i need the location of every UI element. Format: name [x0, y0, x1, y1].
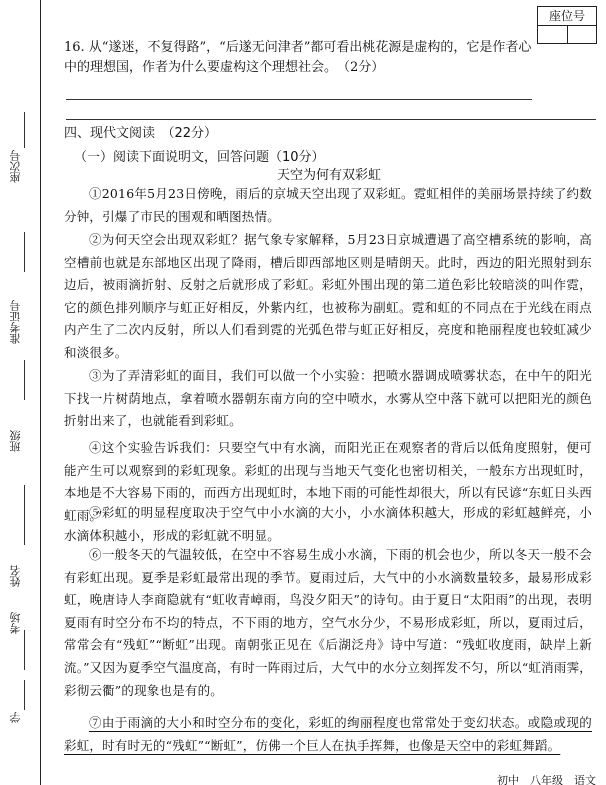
- exam-room-label: 考场: [9, 612, 22, 634]
- binding-line: [40, 0, 41, 785]
- admission-number-label: 准考证号: [9, 300, 22, 344]
- answer-line[interactable]: [66, 99, 532, 100]
- exam-room-blank: [24, 630, 25, 670]
- class-blank: [24, 360, 25, 400]
- seat-number-label: 座次号: [9, 150, 22, 183]
- article-paragraph: ①2016年5月23日傍晚，雨后的京城天空出现了双彩虹。霓虹相伴的美丽场景持续了约数分钟，引爆了市民的围观和晒图热情。: [64, 186, 592, 224]
- article-paragraph: ③为了弄清彩虹的面目，我们可以做一个小实验：把喷水器调成喷雾状态，在中午的阳光下找一片树荫地点，拿着喷水器朝东南方向的空中喷水，水雾从空中落下就可以把阳光的颜色折射出来了，也就能看到彩虹。: [64, 368, 592, 429]
- article-paragraph: ⑤彩虹的明显程度取决于空气中小水滴的大小，小水滴体积越大，形成的彩虹越鲜亮，小水滴体积越小，形成的彩虹就不明显。: [64, 505, 592, 543]
- name-label: 姓名: [9, 565, 22, 587]
- seat-number-box-label: 座位号: [538, 7, 596, 26]
- subsection-title: （一）阅读下面说明文，回答问题（10分）: [74, 150, 325, 165]
- article-title: 天空为何有双彩虹: [276, 168, 381, 183]
- name-blank: [24, 485, 25, 545]
- admission-number-blank: [24, 232, 25, 272]
- answer-line[interactable]: [66, 119, 596, 120]
- class-label: 班级: [9, 430, 22, 452]
- seat-number-cell[interactable]: [568, 26, 597, 44]
- article-paragraph: ⑦由于雨滴的大小和时空分布的变化，彩虹的绚丽程度也常常处于变幻状态。或隐或现的彩虹，时有时无的“残虹”“断虹”，仿佛一个巨人在执手挥舞，也像是天空中的彩虹舞蹈。: [64, 715, 592, 753]
- question-16: 16. 从“遂迷，不复得路”，“后遂无问津者”都可看出桃花源是虚构的，它是作者心中的理想国，作者为什么要虚构这个理想社会。 （2分）: [64, 40, 532, 75]
- seat-number-box-cells: [538, 26, 596, 44]
- seat-number-blank: [24, 112, 25, 148]
- binding-margin: [0, 0, 48, 785]
- school-blank: [24, 680, 25, 710]
- article-paragraph: ④这个实验告诉我们：只要空气中有水滴，而阳光正在观察者的背后以低角度照射，便可能产生可以观察到的彩虹现象。彩虹的出现与当地天气变化也密切相关，一般东方出现虹时，本地是不大容易下雨的，而西方出现虹时，本地下雨的可能性却很大，所以有民谚“东虹日头西虹雨。”: [64, 440, 592, 523]
- article-paragraph: ②为何天空会出现双彩虹？据气象专家解释，5月23日京城遭遇了高空槽系统的影响，高空槽前也就是东部地区出现了降雨，槽后即西部地区则是晴朗天。此时，西边的阳光照射到东边后，被雨滴折射、反射之后就形成了彩虹。彩虹外围出现的第二道色彩比较暗淡的叫作霓，它的颜色排列顺序与虹正好相反，外紫内红，也被称为副虹。霓和虹的不同点在于光线在雨点内产生了二次内反射，所以人们看到霓的光弧色带与虹正好相反，亮度和艳丽程度也较虹减少和淡很多。: [64, 232, 592, 360]
- article-paragraph: ⑥一般冬天的气温较低，在空中不容易生成小水滴，下雨的机会也少，所以冬天一般不会有彩虹出现。夏季是彩虹最常出现的季节。夏雨过后，大气中的小水滴数量较多，最易形成彩虹，晚唐诗人李商隐就有“虹收青嶂雨，鸟没夕阳天”的诗句。由于夏日“太阳雨”的出现，表明夏雨有时空分布不均的特点，不下雨的地方，空气水分少，不易形成彩虹，所以，夏雨过后，常常会有“残虹”“断虹”出现。南朝张正见在《后湖泛舟》诗中写道：“残虹收度雨，缺岸上新流。”又因为夏季空气温度高，有时一阵雨过后，大气中的水分立刻挥发不匀，所以“虹消雨霁，彩彻云衢”的现象也是有的。: [64, 547, 592, 698]
- school-label: 学: [9, 712, 22, 723]
- section-title: 四、现代文阅读 （22分）: [64, 126, 218, 141]
- seat-number-box: [537, 6, 597, 44]
- page-footer: 初中 八年级 语文: [497, 774, 596, 785]
- seat-number-cell[interactable]: [538, 26, 568, 44]
